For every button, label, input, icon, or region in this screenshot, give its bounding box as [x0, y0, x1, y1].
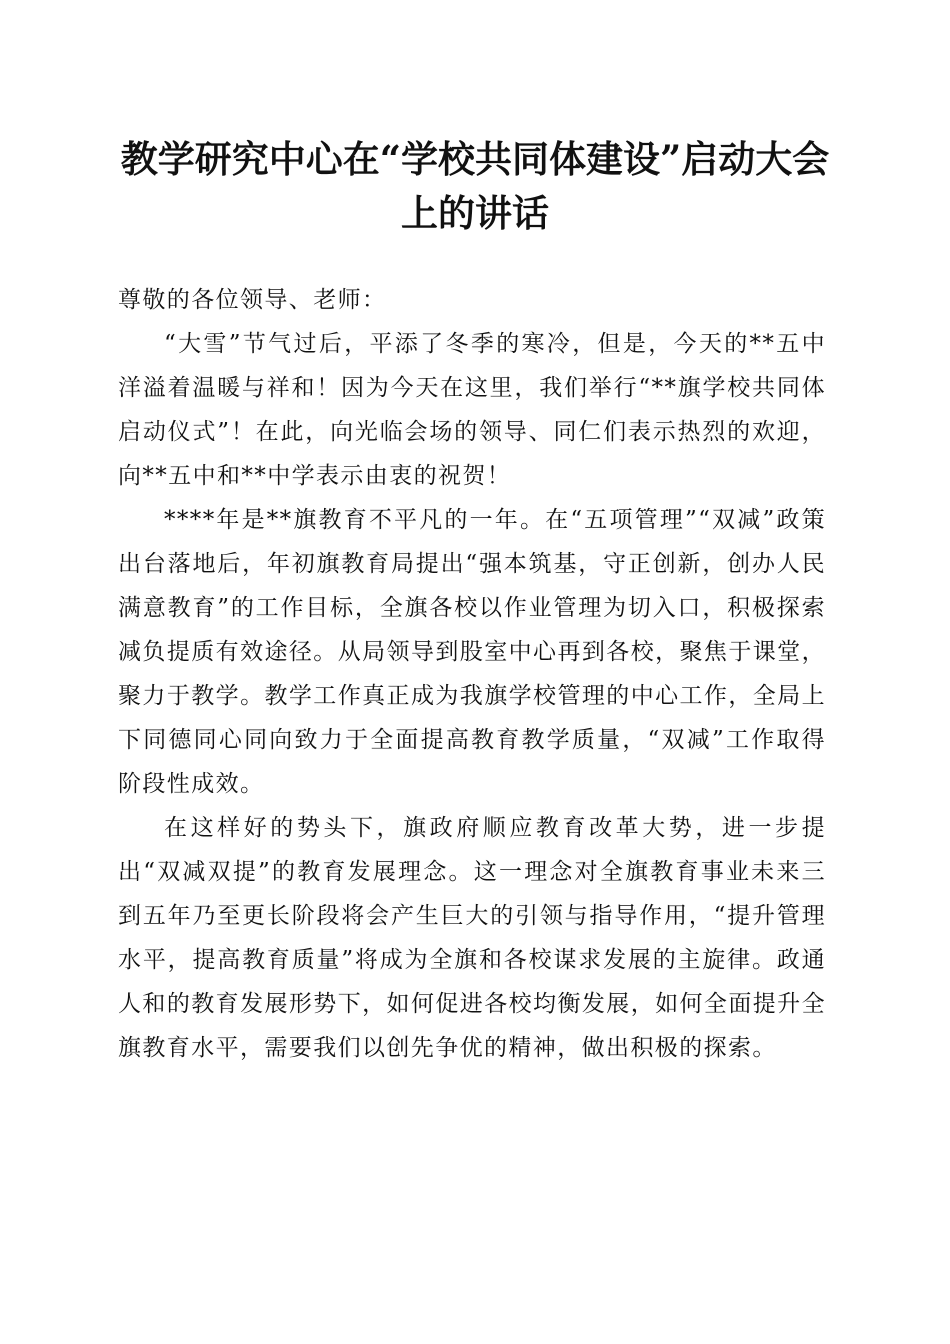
- salutation: 尊敬的各位领导、老师：: [118, 287, 387, 313]
- paragraph-2: ****年是**旗教育不平凡的一年。在“五项管理”“双减”政策出台落地后，年初旗教育局提出“强本筑基，守正创新，创办人民满意教育”的工作目标，全旗各校以作业管理为切入口，积极探索减负提质有效途径。从局领导到股室中心再到各校，聚焦于课堂，聚力于教学。教学工作真正成为我旗学校管理的中心工作，全局上下同德同心同向致力于全面提高教育教学质量，“双减”工作取得阶段性成效。: [118, 507, 826, 797]
- paragraph-1: “大雪”节气过后，平添了冬季的寒冷，但是，今天的**五中洋溢着温暖与祥和！因为今天在这里，我们举行“**旗学校共同体启动仪式”！在此，向光临会场的领导、同仁们表示热烈的欢迎，向**五中和**中学表示由衷的祝贺！: [118, 331, 826, 489]
- title-line-2: 上的讲话: [401, 191, 549, 235]
- paragraph-3: 在这样好的势头下，旗政府顺应教育改革大势，进一步提出“双减双提”的教育发展理念。这一理念对全旗教育事业未来三到五年乃至更长阶段将会产生巨大的引领与指导作用，“提升管理水平，提高教育质量”将成为全旗和各校谋求发展的主旋律。政通人和的教育发展形势下，如何促进各校均衡发展，如何全面提升全旗教育水平，需要我们以创先争优的精神，做出积极的探索。: [118, 815, 826, 1061]
- document-title: [100, 132, 850, 240]
- document-body: [118, 278, 826, 1070]
- title-line-1: 教学研究中心在“学校共同体建设”启动大会: [120, 137, 830, 181]
